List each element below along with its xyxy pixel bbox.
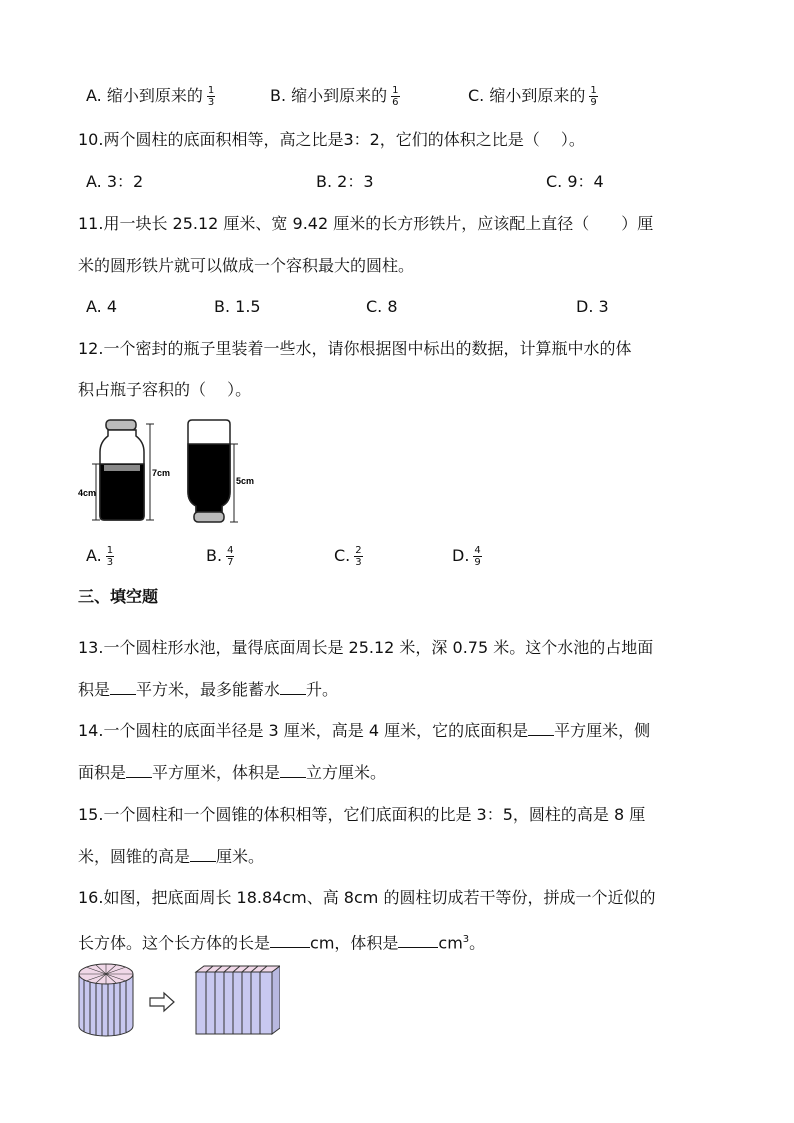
q16-line2: 长方体。这个长方体的长是 cm，体积是 $cm^3$。: [78, 933, 486, 953]
inverted-bottle: [188, 420, 230, 522]
answer-blank[interactable]: [190, 845, 216, 862]
fraction: $\frac{1}{9}$: [590, 85, 597, 108]
q16-line1: 16.如图，把底面周长 18.84cm、高 8cm 的圆柱切成若干等份，拼成一个近似的: [78, 888, 656, 907]
answer-blank[interactable]: [270, 931, 310, 948]
fraction: $\frac{4}{9}$: [474, 545, 481, 568]
answer-blank[interactable]: [110, 678, 136, 695]
answer-blank[interactable]: [280, 761, 306, 778]
cylinder-to-cuboid-figure: [76, 962, 280, 1040]
q12-option-c[interactable]: C. $\frac{2}{3}$: [334, 545, 362, 568]
q9-option-c[interactable]: C. 缩小到原来的 $\frac{1}{9}$: [468, 85, 597, 108]
q10-stem: 10.两个圆柱的底面积相等，高之比是3：2，它们的体积之比是（ ）。: [78, 130, 585, 149]
label-4cm: 4cm: [78, 488, 97, 498]
cuboid: [196, 966, 280, 1034]
q14-line1: 14.一个圆柱的底面半径是 3 厘米，高是 4 厘米，它的底面积是 平方厘米，侧: [78, 721, 651, 740]
q11-option-d[interactable]: D. 3: [576, 297, 609, 316]
q12-stem-line1: 12.一个密封的瓶子里装着一些水，请你根据图中标出的数据，计算瓶中水的体: [78, 339, 632, 358]
q11-option-a[interactable]: A. 4: [86, 297, 118, 316]
cylinder: [79, 964, 133, 1036]
label-7cm: 7cm: [152, 468, 171, 478]
section-title: 三、填空题: [78, 587, 159, 606]
fraction: $\frac{4}{7}$: [227, 545, 234, 568]
fraction: $\frac{1}{6}$: [392, 85, 399, 108]
q10-option-b[interactable]: B. 2：3: [316, 172, 374, 191]
q9-option-b[interactable]: B. 缩小到原来的 $\frac{1}{6}$: [270, 85, 399, 108]
label-5cm: 5cm: [236, 476, 255, 486]
q9-option-a[interactable]: A. 缩小到原来的 $\frac{1}{3}$: [86, 85, 215, 108]
fraction: $\frac{1}{3}$: [207, 85, 215, 108]
q15-line1: 15.一个圆柱和一个圆锥的体积相等，它们底面积的比是 3：5，圆柱的高是 8 厘: [78, 805, 646, 824]
q15-line2: 米，圆锥的高是 厘米。: [78, 847, 265, 866]
q11-option-b[interactable]: B. 1.5: [214, 297, 261, 316]
fraction: $\frac{1}{3}$: [106, 545, 114, 568]
upright-bottle: [100, 420, 144, 520]
answer-blank[interactable]: [528, 719, 554, 736]
q11-stem-line2: 米的圆形铁片就可以做成一个容积最大的圆柱。: [78, 256, 415, 275]
q12-option-d[interactable]: D. $\frac{4}{9}$: [452, 545, 481, 568]
q10-option-a[interactable]: A. 3：2: [86, 172, 144, 191]
q13-line1: 13.一个圆柱形水池，量得底面周长是 25.12 米，深 0.75 米。这个水池的占地面: [78, 638, 654, 657]
q10-option-c[interactable]: C. 9：4: [546, 172, 604, 191]
answer-blank[interactable]: [280, 678, 306, 695]
q11-option-c[interactable]: C. 8: [366, 297, 398, 316]
q12-option-b[interactable]: B. $\frac{4}{7}$: [206, 545, 234, 568]
q14-line2: 面积是 平方厘米，体积是 立方厘米。: [78, 763, 387, 782]
arrow-right-icon: [150, 993, 174, 1011]
bottle-figure: [78, 418, 268, 526]
q12-option-a[interactable]: A. $\frac{1}{3}$: [86, 545, 114, 568]
q12-stem-line2: 积占瓶子容积的（ ）。: [78, 380, 252, 399]
answer-blank[interactable]: [398, 931, 438, 948]
q13-line2: 积是 平方米，最多能蓄水 升。: [78, 680, 339, 699]
fraction: $\frac{2}{3}$: [355, 545, 362, 568]
answer-blank[interactable]: [126, 761, 152, 778]
q11-stem-line1: 11.用一块长 25.12 厘米、宽 9.42 厘米的长方形铁片，应该配上直径（ ）厘: [78, 214, 654, 233]
